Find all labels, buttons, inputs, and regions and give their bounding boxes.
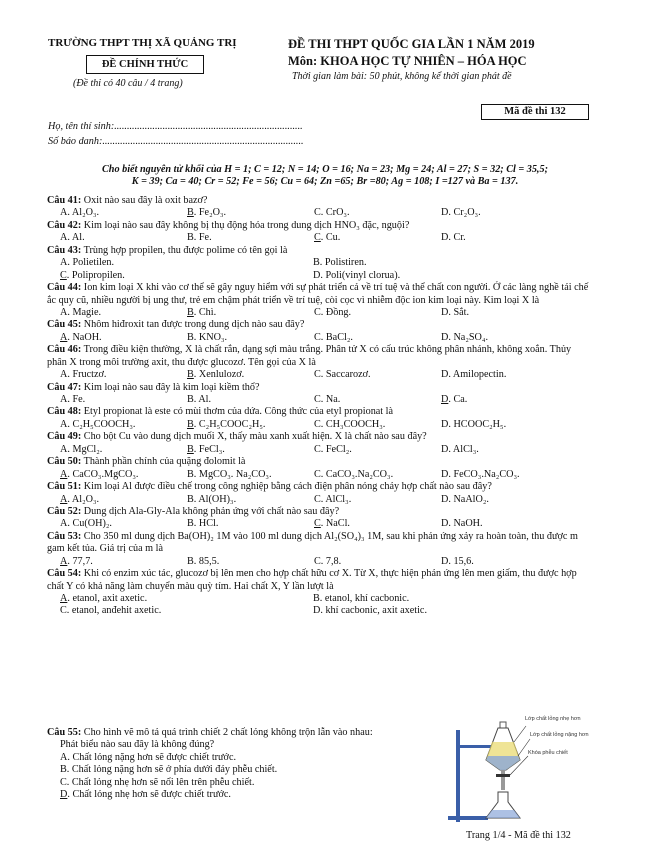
- pages-note: (Đề thi có 40 câu / 4 trang): [73, 78, 183, 89]
- question-text: Etyl propionat là este có mùi thơm của dứa. Công thức của etyl propionat là: [81, 406, 394, 418]
- question-text-line: [47, 456, 592, 468]
- answer-option[interactable]: C. Na.: [314, 394, 341, 405]
- question-text: Trùng hợp propilen, thu được polime có tên gọi là: [81, 244, 288, 256]
- question-block: [47, 319, 592, 344]
- answer-option[interactable]: C. Polipropilen.: [60, 269, 125, 281]
- answer-options: [60, 369, 592, 381]
- question-number: Câu 51:: [47, 481, 82, 493]
- answer-options: [60, 394, 592, 406]
- answer-option[interactable]: C. CH₃COOCH₃.: [314, 418, 386, 430]
- answer-option[interactable]: A. Fe.: [60, 394, 86, 405]
- question-number: Câu 52:: [47, 505, 82, 517]
- exam-code-box: Mã đề thi 132: [481, 104, 589, 120]
- answer-option[interactable]: A. 77,7.: [60, 555, 93, 567]
- answer-option[interactable]: C. 7,8.: [314, 555, 342, 567]
- question-text: Nhôm hiđroxit tan được trong dung dịch nào sau đây?: [81, 319, 305, 331]
- answer-option[interactable]: C. Đồng.: [314, 306, 352, 318]
- label-heavy-layer: Lớp chất lỏng nặng hơn: [530, 732, 589, 738]
- answer-option[interactable]: A. NaOH.: [60, 331, 102, 343]
- answer-options: [60, 307, 592, 319]
- answer-option[interactable]: A. etanol, axit axetic.: [60, 593, 148, 604]
- question-block: [47, 456, 592, 481]
- question-text-line: [47, 344, 592, 369]
- answer-option[interactable]: B. etanol, khí cacbonic.: [313, 593, 410, 604]
- question-text-line: [47, 506, 592, 518]
- question-text-line: [47, 282, 592, 307]
- question-number: Câu 45:: [47, 319, 82, 331]
- question-number: Câu 46:: [47, 344, 82, 356]
- label-light-layer: Lớp chất lỏng nhẹ hơn: [525, 716, 581, 722]
- answer-option[interactable]: C. Chất lỏng nhẹ hơn sẽ nổi lên trên phễu chiết.: [60, 776, 255, 788]
- answer-option[interactable]: B. Fe.: [187, 232, 212, 244]
- answer-option[interactable]: B. HCl.: [187, 518, 219, 530]
- question-text-line: [47, 406, 592, 418]
- answer-option[interactable]: D. 15,6.: [441, 555, 474, 567]
- question-block: [47, 531, 592, 568]
- funnel-stem: [501, 770, 505, 790]
- answer-options: [60, 494, 592, 506]
- question-block: [47, 506, 592, 531]
- subject-title: Môn: KHOA HỌC TỰ NHIÊN – HÓA HỌC: [288, 54, 527, 68]
- answer-option[interactable]: A. CaCO₃.MgCO₃.: [60, 468, 139, 480]
- answer-option[interactable]: B. Al.: [187, 394, 212, 405]
- answer-option[interactable]: D. NaAlO₂.: [441, 493, 489, 505]
- answer-option[interactable]: D. Cr₂O₃.: [441, 207, 481, 219]
- question-block: [47, 406, 592, 431]
- answer-options: [60, 332, 592, 344]
- answer-option[interactable]: B. MgCO₃. Na₂CO₃.: [187, 468, 272, 480]
- answer-option[interactable]: C. etanol, anđehit axetic.: [60, 605, 162, 617]
- question-number: Câu 48:: [47, 406, 82, 418]
- answer-option[interactable]: A. Al₂O₃.: [60, 207, 100, 219]
- question-number: Câu 42:: [47, 219, 82, 231]
- question-block: [47, 245, 592, 282]
- question-block: [47, 220, 592, 245]
- answer-option[interactable]: D. HCOOC₂H₅.: [441, 418, 507, 430]
- answer-options: [60, 593, 592, 618]
- answer-option[interactable]: A. MgCl₂.: [60, 443, 103, 455]
- question-text: Khi có enzim xúc tác, glucozơ bị lên men cho hợp chất hữu cơ X. Từ X, thực hiện phản ứng lên men giấm, thu được hợp chất Y có khả năng làm chuyển màu quỳ tím. Hai chất X, Y lần lượt là: [47, 568, 577, 592]
- question-text: Cho bột Cu vào dung dịch muối X, thấy màu xanh xuất hiện. X là chất nào sau đây?: [81, 431, 427, 443]
- answer-option[interactable]: A. Cu(OH)₂.: [60, 518, 112, 530]
- answer-option[interactable]: B. Chất lỏng nặng hơn sẽ ở phía dưới đáy phễu chiết.: [60, 764, 278, 776]
- question-block: [47, 568, 592, 618]
- answer-option[interactable]: B. KNO₃.: [187, 331, 228, 343]
- question-text: Kim loại nào sau đây là kim loại kiềm thổ?: [81, 381, 260, 393]
- answer-option[interactable]: D. Amilopectin.: [441, 369, 507, 381]
- answer-option[interactable]: B. 85,5.: [187, 555, 220, 567]
- answer-options: [60, 444, 592, 456]
- answer-option[interactable]: D. AlCl₃.: [441, 443, 479, 455]
- stopcock-icon: [496, 774, 510, 777]
- answer-option[interactable]: C. AlCl₃.: [314, 493, 352, 505]
- answer-options: [60, 232, 592, 244]
- answer-option[interactable]: B. Polistiren.: [313, 257, 367, 269]
- question-text-line: [47, 481, 592, 493]
- question-text-line: [47, 531, 592, 556]
- question-number: Câu 44:: [47, 282, 82, 294]
- answer-option[interactable]: A. Polietilen.: [60, 257, 115, 269]
- question-text-line: [47, 195, 592, 207]
- answer-option[interactable]: C. CaCO₃.Na₂CO₃.: [314, 468, 394, 480]
- label-stopcock: Khóa phễu chiết: [528, 750, 568, 756]
- question-text: Ion kim loại X khi vào cơ thể sẽ gây nguy hiểm với sự phát triển cả về trí tuệ và thể chất con người. Ở các làng nghề tái chế ắc quy cũ, nhiều người bị ung thư, trẻ em chậm phát triển về trí tuệ, còi cọc vì nhiễm độc ion kim loại này. Kim loại X là: [47, 282, 589, 306]
- school-name: TRƯỜNG THPT THỊ XÃ QUẢNG TRỊ: [48, 37, 237, 49]
- answer-option[interactable]: C. Cu.: [314, 232, 341, 244]
- candidate-number-field: Số báo danh:...............................................................................: [48, 136, 304, 147]
- candidate-name-field: Họ, tên thí sinh:..........................................................................: [48, 121, 303, 132]
- question-block: [47, 431, 592, 456]
- answer-option[interactable]: B. FeCl₃.: [187, 443, 225, 455]
- answer-option[interactable]: C. CrO₃.: [314, 207, 350, 219]
- question-text-line: [47, 568, 592, 593]
- answer-option[interactable]: D. NaOH.: [441, 518, 483, 530]
- answer-option[interactable]: A. C₂H₅COOCH₃.: [60, 418, 136, 430]
- answer-option[interactable]: D. Cr.: [441, 232, 466, 244]
- answer-option[interactable]: C. NaCl.: [314, 518, 350, 530]
- question-text: Cho 350 ml dung dịch Ba(OH)₂ 1M vào 100 ml dung dịch Al₂(SO₄)₃ 1M, sau khi phản ứng xảy ra hoàn toàn, thu được m gam kết tủa. Giá trị của m là: [47, 530, 578, 555]
- answer-options: [60, 257, 592, 282]
- answer-option[interactable]: B. Al(OH)₃.: [187, 493, 237, 505]
- answer-options: [60, 518, 592, 530]
- question-number: Câu 54:: [47, 568, 82, 580]
- exam-title: ĐỀ THI THPT QUỐC GIA LẦN 1 NĂM 2019: [288, 37, 535, 51]
- question-block: [47, 481, 592, 506]
- question-number: Câu 47:: [47, 381, 82, 393]
- question-text: Cho hình vẽ mô tả quá trình chiết 2 chất lỏng không trộn lẫn vào nhau:: [81, 727, 373, 738]
- answer-option[interactable]: A. Fructzơ.: [60, 369, 107, 381]
- answer-option[interactable]: D. Na₂SO₄.: [441, 331, 489, 343]
- question-number: Câu 50:: [47, 456, 82, 468]
- question-text-line: [47, 319, 592, 331]
- answer-option[interactable]: D. Poli(vinyl clorua).: [313, 269, 401, 281]
- question-number: Câu 53:: [47, 530, 82, 542]
- question-text: Kim loại Al được điều chế trong công nghiệp bằng cách điện phân nóng chảy hợp chất nào sau đây?: [81, 481, 492, 493]
- atomic-masses-line1: Cho biết nguyên tử khối của H = 1; C = 12; N = 14; O = 16; Na = 23; Mg = 24; Al = 27; S = 32; Cl = 35,5;: [102, 164, 548, 175]
- question-text-line: [47, 245, 592, 257]
- answer-option[interactable]: A. Al₂O₃.: [60, 493, 100, 505]
- atomic-masses: [40, 164, 610, 189]
- answer-option[interactable]: B. Fe₂O₃.: [187, 207, 227, 219]
- question-number: Câu 43:: [47, 244, 82, 256]
- question-number: Câu 41:: [47, 195, 82, 206]
- answer-option[interactable]: A. Al.: [60, 232, 85, 244]
- funnel-stopper: [500, 722, 506, 728]
- heavy-liquid-layer: [486, 756, 520, 770]
- answer-option[interactable]: D. FeCO₃.Na₂CO₃.: [441, 468, 520, 480]
- atomic-masses-line2: K = 39; Ca = 40; Cr = 52; Fe = 56; Cu = 64; Zn =65; Br =80; Ag = 108; I =127 và Ba = 137.: [131, 176, 519, 188]
- question-text: Kim loại nào sau đây không bị thụ động hóa trong dung dịch HNO₃ đặc, nguội?: [81, 219, 410, 231]
- answer-option[interactable]: C. BaCl₂.: [314, 331, 353, 343]
- question-text-line: [47, 220, 592, 232]
- answer-option[interactable]: B. Chì.: [187, 306, 217, 318]
- answer-option[interactable]: A. Magie.: [60, 306, 102, 318]
- question-number: Câu 49:: [47, 431, 82, 443]
- answer-option[interactable]: D. Chất lỏng nhẹ hơn sẽ được chiết trước.: [60, 789, 231, 801]
- question-prompt: Phát biểu nào sau đây là không đúng?: [60, 739, 215, 751]
- question-text-line: [47, 431, 592, 443]
- answer-options: [60, 556, 592, 568]
- question-number: Câu 55:: [47, 727, 82, 738]
- answer-option[interactable]: A. Chất lỏng nặng hơn sẽ được chiết trước.: [60, 751, 237, 763]
- question-text: Oxit nào sau đây là oxit bazơ?: [81, 195, 208, 206]
- answer-option[interactable]: B. C₂H₅COOC₂H₅.: [187, 418, 266, 430]
- answer-options: [60, 207, 592, 219]
- question-text: Dung dịch Ala-Gly-Ala không phản ứng với chất nào sau đây?: [81, 505, 340, 517]
- question-block: [47, 195, 592, 220]
- question-block: [47, 344, 592, 381]
- question-block: [47, 282, 592, 319]
- question-list: [47, 195, 592, 618]
- page-footer: Trang 1/4 - Mã đề thi 132: [466, 830, 571, 841]
- answer-options: [60, 469, 592, 481]
- answer-option[interactable]: D. Ca.: [441, 394, 468, 405]
- answer-option[interactable]: D. Sắt.: [441, 306, 470, 318]
- official-badge: ĐỀ CHÍNH THỨC: [86, 55, 204, 74]
- time-note: Thời gian làm bài: 50 phút, không kể thời gian phát đề: [292, 71, 512, 82]
- answer-options: [60, 419, 592, 431]
- question-text-line: [47, 382, 592, 394]
- answer-option[interactable]: B. Xenlulozơ.: [187, 369, 245, 381]
- answer-option[interactable]: D. khí cacbonic, axit axetic.: [313, 605, 427, 617]
- answer-option[interactable]: C. Saccarozơ.: [314, 369, 371, 381]
- answer-option[interactable]: C. FeCl₂.: [314, 443, 352, 455]
- question-block: [47, 382, 592, 407]
- question-text: Trong điều kiện thường, X là chất rắn, dạng sợi màu trắng. Phân tử X có cấu trúc không phân nhánh, không xoắn. Thủy phân X trong môi trường axit, thu được glucozơ. Tên gọi của X là: [47, 344, 572, 368]
- stand-base: [448, 816, 488, 820]
- stand-rod: [456, 730, 460, 822]
- question-text: Thành phần chính của quặng đolomit là: [81, 456, 246, 468]
- separating-funnel-figure: [448, 712, 593, 822]
